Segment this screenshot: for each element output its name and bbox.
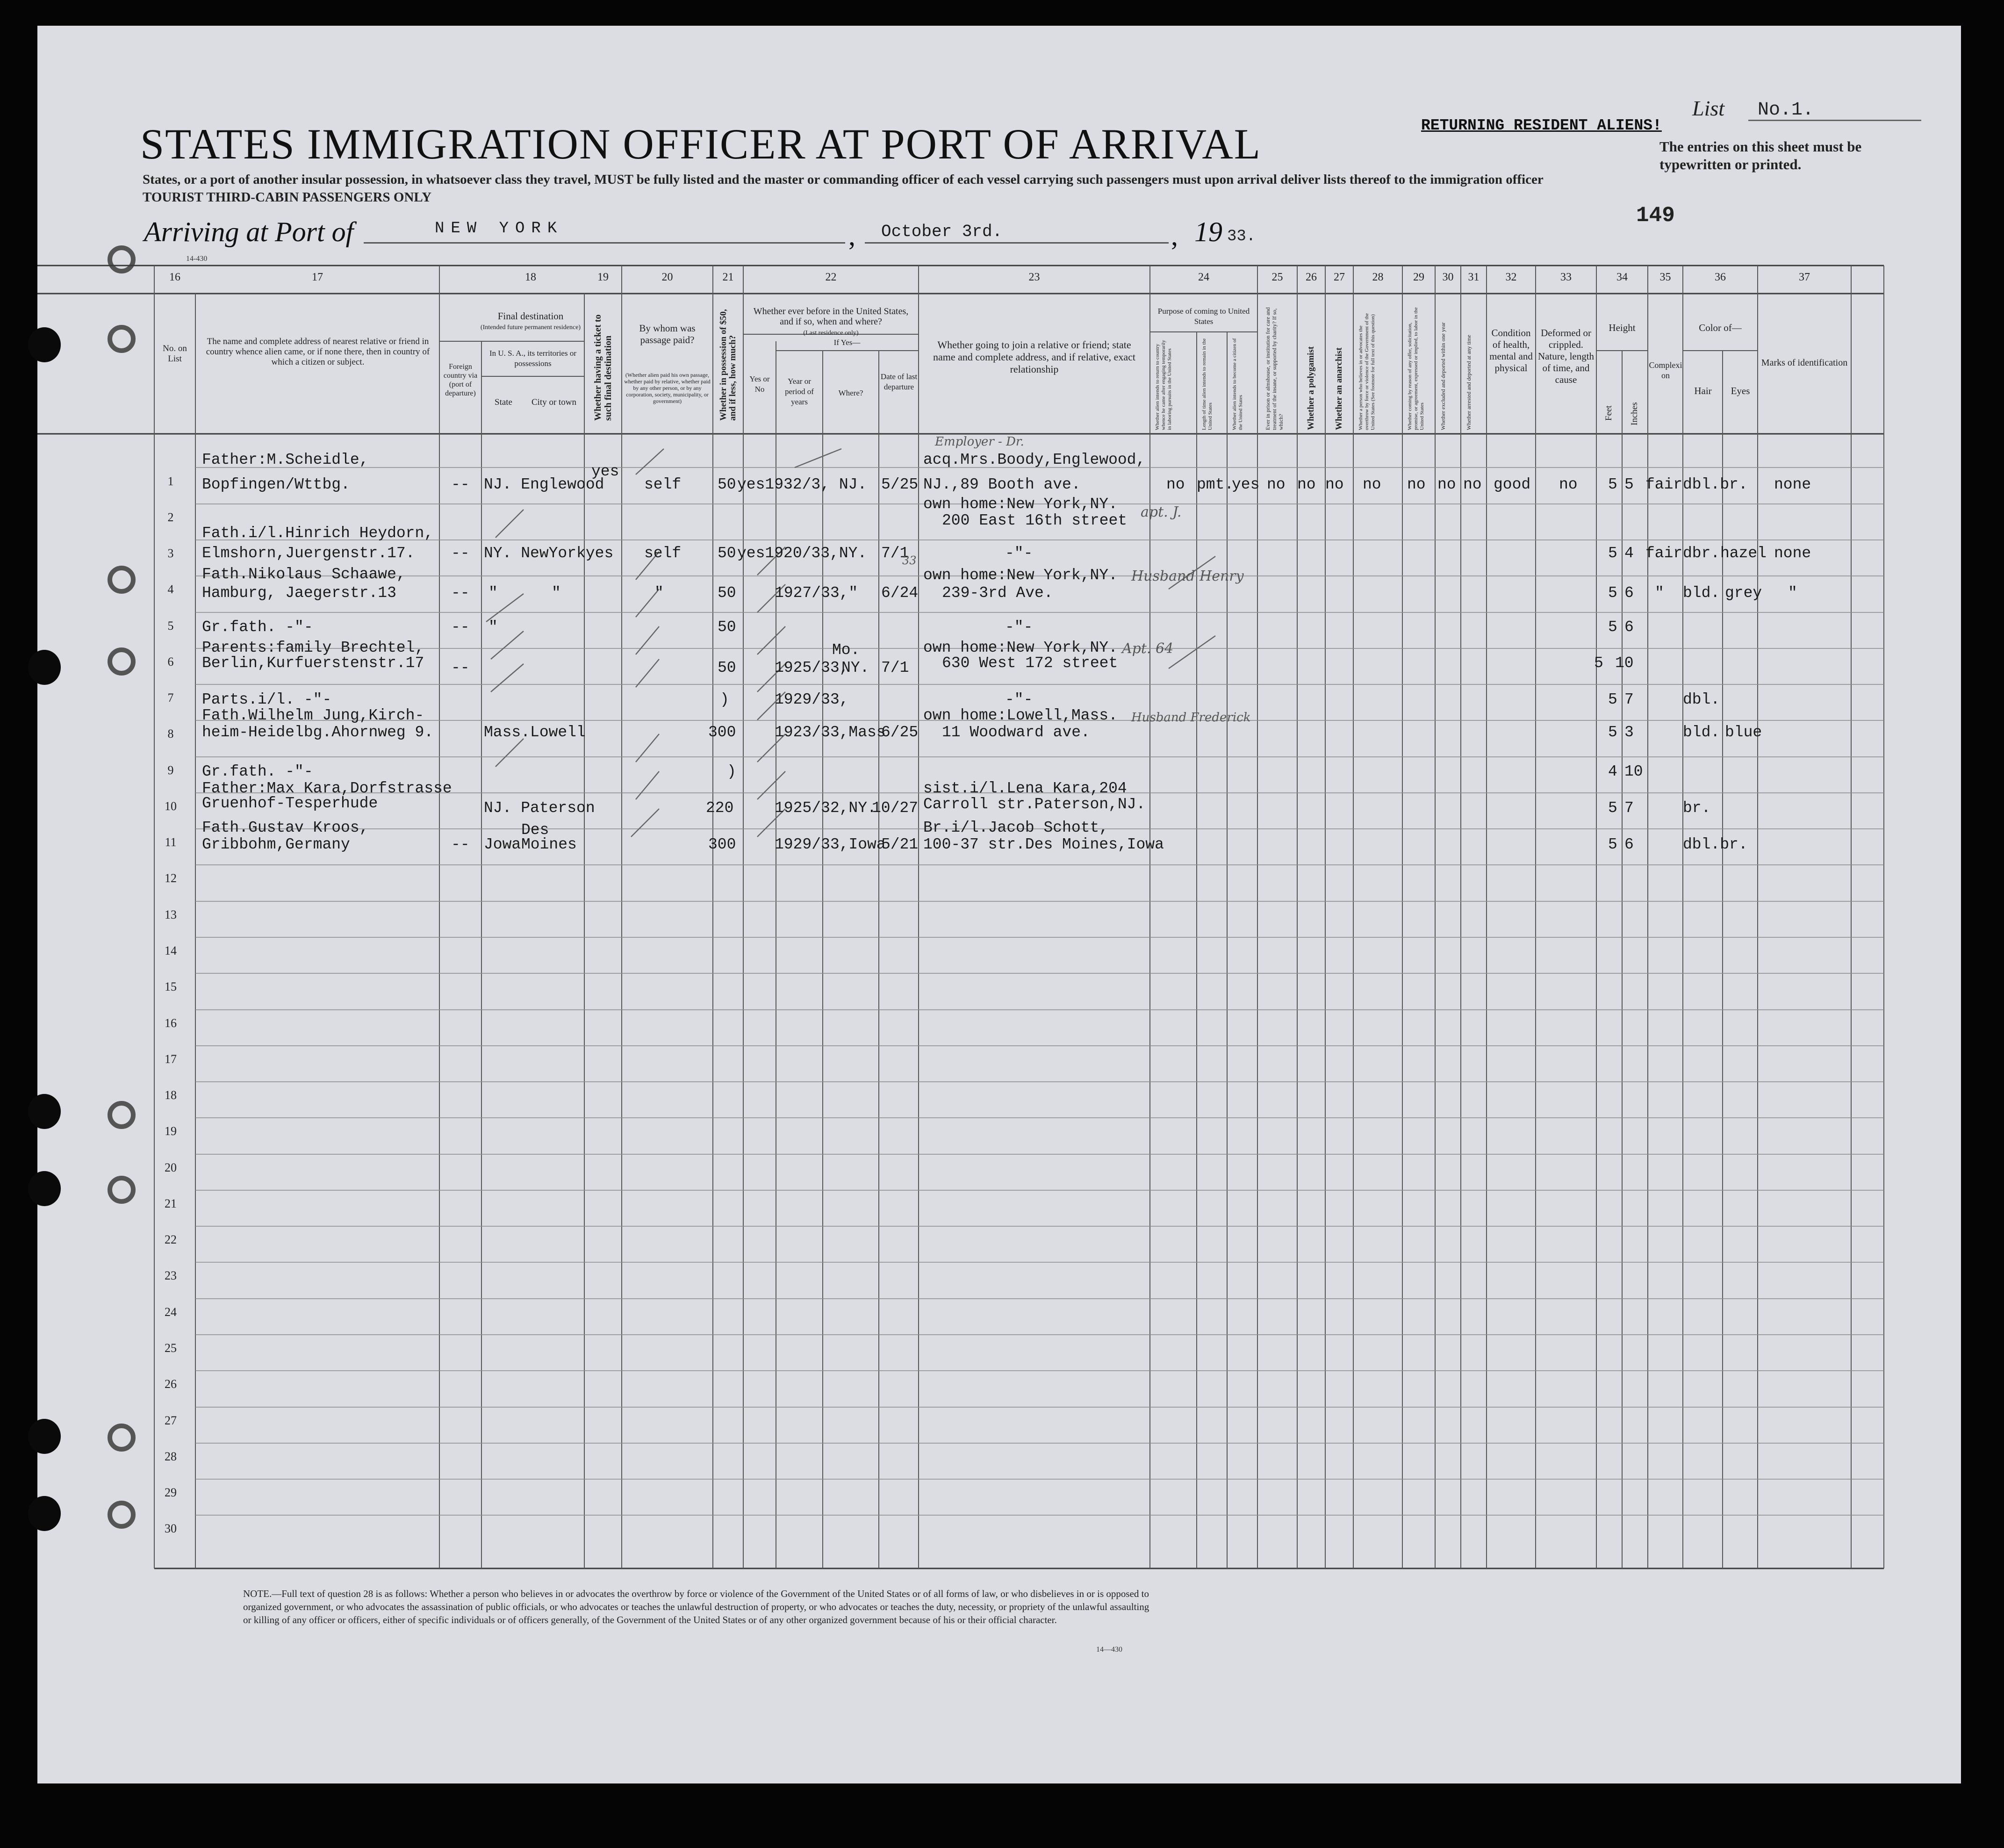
relative-address: heim-Heidelbg.Ahornweg 9. [202,724,434,741]
height-feet: 5 [1608,584,1617,602]
comma: , [848,220,855,251]
header-purpose: Purpose of coming to United States [1157,307,1250,326]
typewritten-note: The entries on this sheet must be typewritten or printed. [1659,138,1862,173]
subtitle-line: TOURIST THIRD-CABIN PASSENGERS ONLY [143,190,432,205]
health: good [1494,476,1531,493]
col-number: 28 [1372,271,1384,283]
joining-address: 11 Woodward ave. [942,724,1090,741]
relative-address: Bopfingen/Wttbg. [202,476,350,493]
labor-offer: no [1407,476,1426,493]
money: 220 [706,799,734,817]
ditto: -- [451,659,470,676]
last-departure: 5/25 [881,476,919,493]
header-nearest-relative: The name and complete address of nearest relative or friend in country whence alien came, or if none there, then in country of which a citizen or subject. [206,337,430,367]
ever-before: 1929/33,Iowa [775,836,886,853]
header-excluded: Whether excluded and deported within one year [1440,322,1446,430]
excluded: no [1437,476,1456,493]
header-no-on-list: No. on List [163,344,187,364]
row-number: 12 [165,871,177,885]
joining-address: Carroll str.Paterson,NJ. [923,796,1146,813]
polygamist: no [1297,476,1316,493]
overthrow: no [1363,476,1381,493]
row-number: 28 [165,1450,177,1463]
purpose-length: pmt. [1197,476,1234,493]
row-number: 21 [165,1197,177,1210]
row-number: 19 [165,1124,177,1138]
col-number: 27 [1334,271,1345,283]
header-purpose-return: Whether alien intends to return to country whence he came after engaging temporarily in laboring pursuits in the United States [1155,340,1172,430]
ditto: " [1655,584,1664,602]
col-number: 36 [1715,271,1726,283]
hair-color: bld. [1683,724,1720,741]
returning-resident-stamp: RETURNING RESIDENT ALIENS! [1421,117,1662,134]
header-prison: Ever in prison or almshouse, or institution for care and treatment of the insane, or supported by charity? If so, which? [1264,307,1284,430]
col-number: 16 [169,271,180,283]
header-eyes: Eyes [1731,385,1750,396]
where-b: NY. [841,659,869,676]
comma: , [1171,220,1178,251]
foreign-country: -- [451,545,470,562]
header-final-destination: Final destination [497,310,564,322]
city-a: Des [521,821,549,839]
ever-before: 1929/33, [775,691,849,708]
row-number: 13 [165,908,177,921]
marks: none [1774,545,1811,562]
header-in-usa: In U. S. A., its territories or possessions [489,349,577,368]
header-years: Year or period of years [785,377,814,406]
header-final-destination-note: (Intended future permanent residence) [480,324,581,331]
height-inches: 7 [1624,799,1634,817]
header-marks: Marks of identification [1761,358,1848,368]
row-number: 30 [165,1522,177,1535]
height-inches: 10 [1615,654,1634,672]
relative-name: Gr.fath. -"- [202,763,313,780]
corner-form-number: 14-430 [186,255,208,263]
ditto: " [654,584,664,602]
deformed: no [1559,476,1578,493]
header-passage-paid-note: (Whether alien paid his own passage, whether paid by relative, whether paid by any other person, or by any corporation, society, municipality, or government) [624,372,711,404]
height-inches: 3 [1624,724,1634,741]
header-purpose-citizen: Whether alien intends to become a citizen of the United States [1232,338,1243,430]
col-number: 18 [525,271,536,283]
header-health: Condition of health, mental and physical [1489,327,1533,374]
relative-address: Hamburg, Jaegerstr.13 [202,584,396,602]
complexion: fair [1645,545,1683,562]
row-number: 18 [165,1088,177,1102]
relative-name: Father:Max Kara,Dorfstrasse [202,780,452,797]
col-number: 19 [597,271,609,283]
row-number: 17 [165,1052,177,1066]
col-number: 30 [1442,271,1454,283]
last-departure: 5/21 [881,836,919,853]
row-number: 1 [167,475,174,488]
year-suffix: 33. [1227,228,1256,245]
row-number: 6 [167,655,174,669]
ditto: " [552,584,561,602]
last-departure: 7/1 [881,545,909,562]
col-number: 22 [825,271,837,283]
money: 50 [718,659,736,676]
list-number: No.1. [1758,100,1814,121]
height-feet: 5 [1608,799,1617,817]
col-number: 23 [1028,271,1040,283]
col-number: 37 [1799,271,1810,283]
relative-name: Parents:family Brechtel, [202,639,424,656]
ditto: " [488,618,498,636]
row-number: 10 [165,799,177,813]
header-state: State [495,397,512,407]
header-hair: Hair [1694,385,1712,396]
header-color-of: Color of— [1699,322,1742,333]
year-prefix: 19 [1194,216,1222,247]
hair-color: bld. [1683,584,1720,602]
header-foreign-country: Foreign country via (port of departure) [443,363,478,397]
joining: own home:New York,NY. [923,496,1118,513]
hair-color: br. [1683,799,1711,817]
handwritten-note: Apt. 64 [1122,640,1174,657]
row-number: 8 [167,727,174,741]
row-number: 7 [167,691,174,705]
header-arrested: Whether arrested and deported at any time [1465,335,1472,430]
row-number: 20 [165,1161,177,1174]
relative-name: Fath.Nikolaus Schaawe, [202,566,406,583]
anarchist: no [1325,476,1344,493]
ditto: -- [451,584,470,602]
handwritten-note: Employer - Dr. [935,435,1024,449]
header-ticket: Whether having a ticket to such final destination [593,314,613,421]
header-inches: Inches [1630,402,1639,425]
header-if-yes: If Yes— [833,338,861,347]
height-feet: 4 [1608,763,1617,780]
last-departure: 6/25 [881,724,919,741]
col-number: 25 [1271,271,1283,283]
relative-address: Gruenhof-Tesperhude [202,795,378,812]
joining: acq.Mrs.Boody,Englewood, [923,451,1146,468]
list-label: List [1692,96,1725,120]
header-where: Where? [838,388,863,397]
row-number: 11 [165,835,177,849]
height-feet: 5 [1608,724,1617,741]
handwritten-note: Husband Henry [1131,568,1244,584]
height-inches: 7 [1624,691,1634,708]
arrival-date: October 3rd. [881,222,1003,241]
joining-address: 239-3rd Ave. [942,584,1053,602]
ever-before: 1927/33," [775,584,858,602]
money: 50 [718,476,736,493]
height-feet: 5 [1594,654,1603,672]
eye-color: hazel [1720,545,1767,562]
ditto: " [488,584,498,602]
eye-color: blue [1725,724,1762,741]
ever-before: 1923/33,Mass [775,724,886,741]
joining: -"- [1005,691,1033,708]
form-title: STATES IMMIGRATION OFFICER AT PORT OF ARRIVAL [140,120,1261,168]
relative-address: Berlin,Kurfuerstenstr.17 [202,654,424,672]
height-inches: 5 [1624,476,1634,493]
header-possession-50: Whether in possession of $50, and if less, how much? [718,309,738,421]
destination: NJ. Paterson [484,799,595,817]
hair-color: dbr. [1683,545,1720,562]
height-feet: 5 [1608,691,1617,708]
hair-color: dbl.br. [1683,836,1748,853]
last-departure: 6/24 [881,584,919,602]
col-number: 35 [1659,271,1671,283]
money: 50 [718,618,736,636]
purpose-citizen: yes [1232,476,1260,493]
header-overthrow: Whether a person who believes in or advocates the overthrow by force or violence of the Government of the United States (See footnote for full text of this question) [1358,313,1376,430]
joining-address: 630 West 172 street [942,654,1118,672]
col-number: 32 [1505,271,1517,283]
joining: -"- [1005,618,1033,636]
joining: Br.i/l.Jacob Schott, [923,819,1109,836]
header-city: City or town [531,397,577,407]
row-number: 29 [165,1486,177,1499]
prison: no [1267,476,1286,493]
relative-name: Father:M.Scheidle, [202,451,369,468]
header-yes-no: Yes or No [749,374,770,394]
relative-name: Parts.i/l. -"- [202,691,332,708]
row-number: 15 [165,980,177,993]
hair-eyes: dbl.br. [1683,476,1748,493]
joining-address: NJ.,89 Booth ave. [923,476,1081,493]
port-of-arrival: NEW YORK [435,220,564,237]
destination: Mass.Lowell [484,724,586,741]
row-number: 22 [165,1233,177,1246]
col-number: 31 [1468,271,1480,283]
handwritten-number: 33 [902,554,917,567]
row-number: 23 [165,1269,177,1282]
hair-color: dbl. [1683,691,1720,708]
joining: own home:New York,NY. [923,639,1118,656]
subtitle-line: States, or a port of another insular possession, in whatsoever class they travel, MUST be fully listed and the master or commanding officer of each vessel carrying such passengers must upon arrival deliver lists thereof to the immigration officer [143,172,1544,187]
relative-name: Gr.fath. -"- [202,618,313,636]
ditto: " [1788,584,1797,602]
row-number: 9 [167,763,174,777]
handwritten-note: apt. J. [1141,504,1182,520]
money: 50 [718,584,736,602]
header-last-departure: Date of last departure [880,372,918,391]
header-going-to-join: Whether going to join a relative or friend; state name and complete address, and if relative, exact relationship [933,339,1136,375]
row-number: 16 [165,1016,177,1030]
arrested: no [1463,476,1482,493]
header-complexion: Complexion [1649,360,1682,380]
complexion: fair [1645,476,1683,493]
relative-name: Fath.i/l.Hinrich Heydorn, [202,525,434,542]
header-polygamist: Whether a polygamist [1306,346,1316,430]
joining: sist.i/l.Lena Kara,204 [923,780,1127,797]
where-a: Mo. [832,641,860,659]
height-inches: 6 [1624,618,1634,636]
header-ever-before-note: (Last residence only) [803,330,859,337]
marks: none [1774,476,1811,493]
height-feet: 5 [1608,545,1617,562]
ditto: ) [720,691,729,708]
form-number: 14—430 [1096,1646,1122,1654]
height-inches: 6 [1624,836,1634,853]
foreign-country: -- [451,476,470,493]
money: 50 [718,545,736,562]
row-number: 24 [165,1305,177,1319]
ditto: ) [727,763,736,780]
state: Jowa [484,836,521,853]
row-number: 4 [167,582,174,596]
ever-before: yes1920/33,NY. [737,545,867,562]
row-number: 14 [165,944,177,957]
row-number: 27 [165,1414,177,1427]
height-feet: 5 [1608,618,1617,636]
height-feet: 5 [1608,476,1617,493]
relative-address: Elmshorn,Juergenstr.17. [202,545,415,562]
col-number: 24 [1198,271,1209,283]
ever-before: 1925/33, [775,659,849,676]
header-height: Height [1609,322,1636,333]
destination: NY. NewYorkyes [484,545,614,562]
handwritten-note: Husband Frederick [1131,711,1251,725]
money: 300 [708,836,736,853]
height-feet: 5 [1608,836,1617,853]
last-departure: 10/27 [872,799,919,817]
destination: NJ. Englewood [484,476,604,493]
joining-address: 100-37 str.Des Moines,Iowa [923,836,1164,853]
ticket: yes [591,463,619,480]
sheet-number: 149 [1636,203,1675,228]
passage-paid: self [644,476,682,493]
joining: own home:New York,NY. [923,567,1118,584]
ever-before: 1925/32,NY. [775,799,876,817]
city-b: Moines [521,836,577,853]
joining-address: 200 East 16th street [942,512,1128,529]
relative-address: Gribbohm,Germany [202,836,350,853]
relative-name: Fath.Gustav Kroos, [202,819,369,836]
header-ever-before: Whether ever before in the United States, and if so, when and where? [753,306,909,327]
col-number: 26 [1306,271,1317,283]
header-labor-offer: Whether coming by reason of any offer, solicitation, promise, or agreement, expressed or implied, to labor in the United States [1407,307,1425,430]
row-number: 26 [165,1377,177,1391]
eye-color: grey [1725,584,1762,602]
col-number: 20 [661,271,673,283]
height-inches: 10 [1624,763,1643,780]
row-number: 3 [167,546,174,560]
last-departure: 7/1 [881,659,909,676]
col-number: 21 [722,271,734,283]
height-inches: 6 [1624,584,1634,602]
money: 300 [708,724,736,741]
purpose-return: no [1166,476,1185,493]
col-number: 33 [1560,271,1572,283]
header-feet: Feet [1604,405,1614,421]
row-number: 2 [167,511,174,524]
col-number: 17 [312,271,323,283]
arriving-label: Arriving at Port of [144,216,354,247]
joining: own home:Lowell,Mass. [923,707,1118,724]
row-number: 5 [167,619,174,633]
footnote-question-28: NOTE.—Full text of question 28 is as follows: Whether a person who believes in or advocates the overthrow by force or violence of the Government of the United States or of all forms of law, or who disbelieves in or is opposed to organized government, or who advocates the assassination of public officials, or who advocates or teaches the unlawful destruction of property, or who advocates or teaches the duty, necessity, or propriety of the unlawful assaulting or killing of any officer or officers, either of specific individuals or of officers generally, of the Government of the United States or of any other organized government because of his or their official character. [243,1588,1149,1625]
ditto: -- [451,618,470,636]
header-passage-paid: By whom was passage paid? [639,323,696,345]
row-number: 25 [165,1341,177,1355]
passage-paid: self [644,545,682,562]
col-number: 34 [1616,271,1628,283]
col-number: 29 [1413,271,1424,283]
header-anarchist: Whether an anarchist [1334,347,1344,430]
ditto: -- [451,836,470,853]
height-inches: 4 [1624,545,1634,562]
ever-before: yes1932/3, NJ. [737,476,867,493]
joining: -"- [1005,545,1033,562]
relative-name: Fath.Wilhelm Jung,Kirch- [202,707,424,724]
header-deformed: Deformed or crippled. Nature, length of time, and cause [1537,327,1595,385]
header-purpose-length: Length of time alien intends to remain in the United States [1201,338,1213,430]
